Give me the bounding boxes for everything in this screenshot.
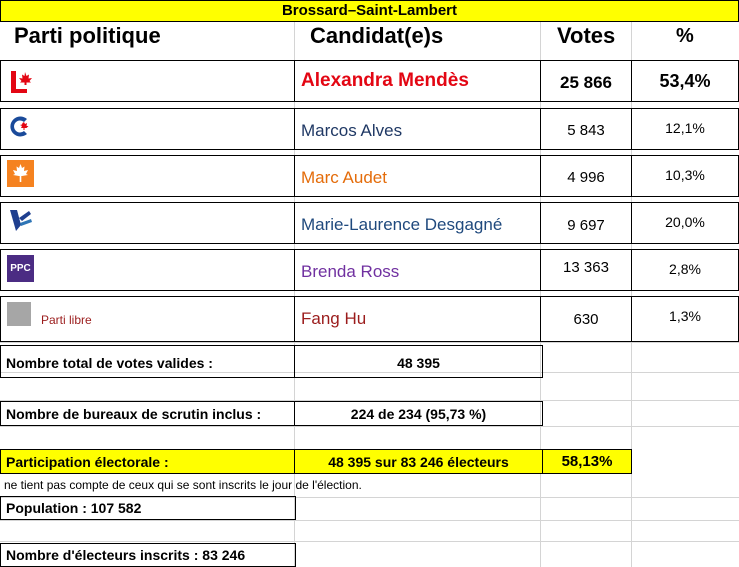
candidate-row: [0, 296, 739, 343]
party-cell: [0, 296, 295, 342]
party-cell: [0, 202, 295, 244]
candidate-percent: 53,4%: [659, 71, 711, 91]
header-votes: Votes: [557, 23, 616, 48]
candidate-votes: 630: [573, 311, 599, 328]
votes-cell: [540, 202, 632, 244]
turnout-percent: 58,13%: [561, 453, 613, 470]
candidate-percent: 2,8%: [669, 261, 701, 277]
header-candidate: Candidat(e)s: [310, 23, 444, 48]
votes-cell: [540, 249, 632, 291]
candidate-row: [0, 108, 739, 155]
candidate-percent: 20,0%: [665, 214, 705, 230]
party-cell: [0, 155, 295, 197]
candidate-percent: 1,3%: [669, 308, 701, 324]
candidate-name: Brenda Ross: [301, 262, 400, 281]
candidate-name: Alexandra Mendès: [301, 70, 469, 91]
conservative-logo-icon: [7, 113, 34, 140]
liberal-logo-icon: [7, 68, 34, 95]
candidate-name-cell: [294, 108, 541, 150]
candidate-row: [0, 60, 739, 107]
candidate-row: [0, 202, 739, 249]
turnout-percent-cell: [542, 449, 632, 474]
candidate-votes: 9 697: [567, 217, 605, 234]
candidate-name: Marcos Alves: [301, 121, 403, 140]
candidate-name: Marie-Laurence Desgagné: [301, 215, 503, 234]
party-cell: [0, 60, 295, 102]
population-label: Population : 107 582: [6, 500, 142, 516]
votes-cell: [540, 296, 632, 342]
candidate-percent: 10,3%: [665, 167, 705, 183]
candidate-name-cell: [294, 249, 541, 291]
candidate-name-cell: [294, 155, 541, 197]
polls-label-cell: [0, 401, 295, 426]
polls-label: Nombre de bureaux de scrutin inclus :: [6, 406, 262, 422]
turnout-value-cell: [294, 449, 543, 474]
percent-cell: [631, 155, 739, 197]
valid-votes-value: 48 395: [397, 355, 440, 371]
party-cell: [0, 249, 295, 291]
grid-row-line: [0, 520, 739, 521]
percent-cell: [631, 249, 739, 291]
votes-cell: [540, 60, 632, 102]
percent-cell: [631, 202, 739, 244]
votes-cell: [540, 108, 632, 150]
party-cell: [0, 108, 295, 150]
candidate-row: [0, 249, 739, 296]
candidate-name-cell: [294, 296, 541, 342]
candidate-name-cell: [294, 202, 541, 244]
valid-votes-label: Nombre total de votes valides :: [6, 355, 213, 371]
candidate-name-cell: [294, 60, 541, 102]
riding-title: Brossard–Saint-Lambert: [0, 0, 739, 22]
candidate-percent: 12,1%: [665, 120, 705, 136]
percent-cell: [631, 296, 739, 342]
grid-row-line: [0, 541, 739, 542]
electors-cell: [0, 543, 296, 567]
parti-libre-logo-icon: [7, 302, 31, 326]
candidate-row: [0, 155, 739, 202]
candidate-name: Marc Audet: [301, 168, 387, 187]
polls-value-cell: [294, 401, 543, 426]
turnout-label: Participation électorale :: [6, 454, 169, 470]
electors-label: Nombre d'électeurs inscrits : 83 246: [6, 547, 246, 563]
header-percent: %: [676, 25, 694, 47]
candidate-votes: 13 363: [563, 259, 609, 276]
valid-votes-label-cell: [0, 345, 295, 378]
percent-cell: [631, 60, 739, 102]
population-cell: [0, 496, 296, 520]
turnout-note: ne tient pas compte de ceux qui se sont inscrits le jour de l'élection.: [4, 478, 362, 492]
party-label: Parti libre: [41, 313, 92, 327]
ppc-logo-icon: PPC: [7, 255, 34, 282]
candidate-votes: 25 866: [560, 73, 612, 92]
votes-cell: [540, 155, 632, 197]
turnout-value: 48 395 sur 83 246 électeurs: [328, 454, 509, 470]
ndp-logo-icon: [7, 160, 34, 187]
candidate-votes: 5 843: [567, 122, 605, 139]
grid-row-line: [0, 426, 739, 427]
valid-votes-value-cell: [294, 345, 543, 378]
percent-cell: [631, 108, 739, 150]
turnout-label-cell: [0, 449, 295, 474]
candidate-votes: 4 996: [567, 169, 605, 186]
candidate-name: Fang Hu: [301, 309, 367, 328]
bloc-logo-icon: [7, 207, 34, 234]
header-party: Parti politique: [14, 23, 161, 48]
polls-value: 224 de 234 (95,73 %): [350, 406, 487, 422]
